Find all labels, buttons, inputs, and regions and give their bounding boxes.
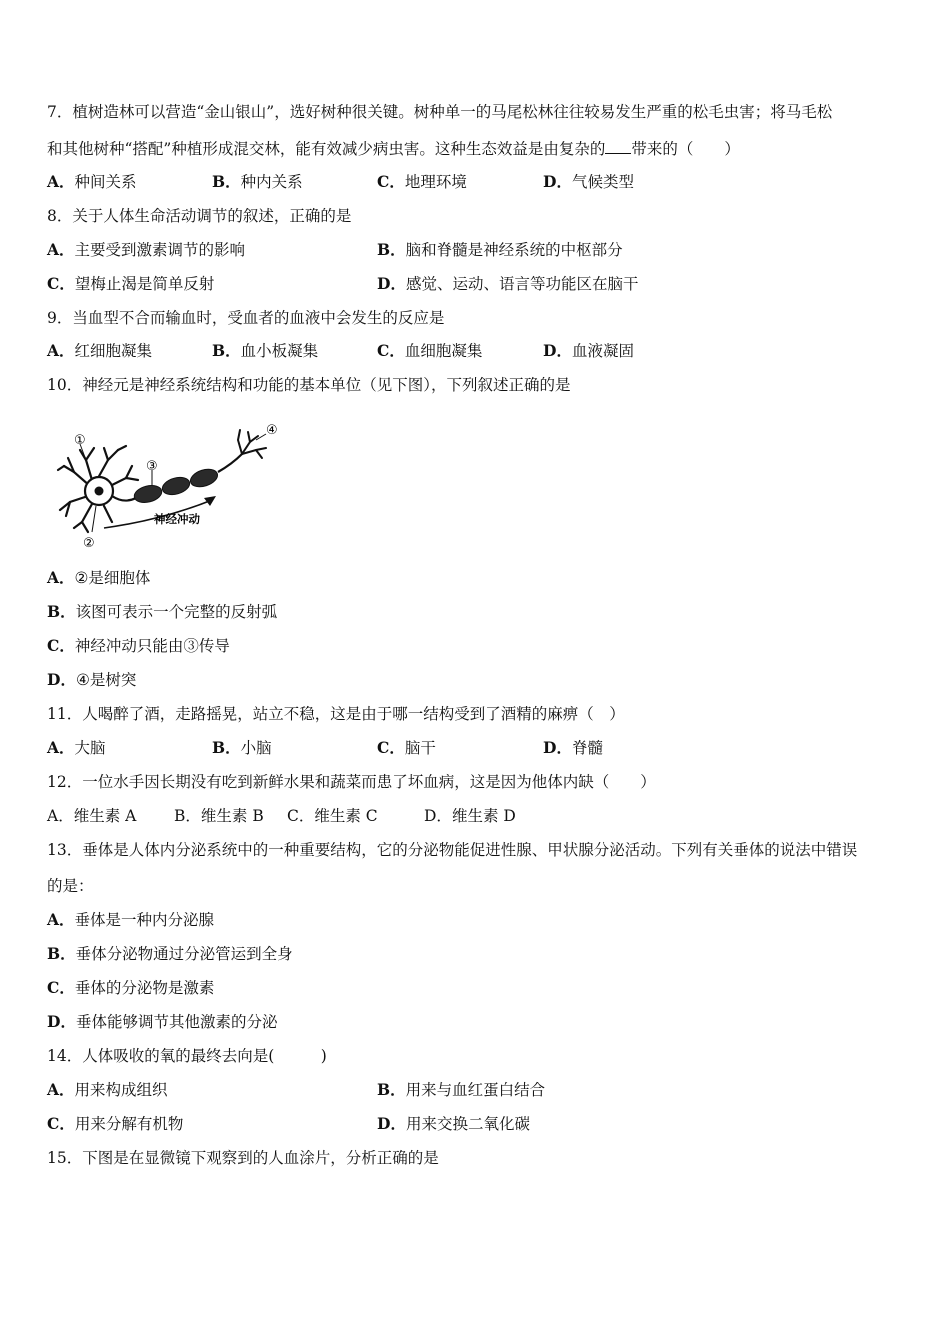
q14-option-d[interactable]: D．用来交换二氧化碳 (377, 1114, 530, 1133)
axon (218, 454, 242, 472)
label-4: ④ (266, 423, 278, 438)
label-3: ③ (146, 459, 158, 474)
q12-option-a[interactable]: A．维生素 A (47, 807, 137, 825)
label-2-leader (92, 506, 96, 532)
q8-option-a[interactable]: A．主要受到激素调节的影响 (47, 240, 246, 259)
q10-stem: 10．神经元是神经系统结构和功能的基本单位（见下图），下列叙述正确的是 (47, 376, 571, 394)
q13-stem-line1: 13．垂体是人体内分泌系统中的一种重要结构，它的分泌物能促进性腺、甲状腺分泌活动。下列有关垂体的说法中错误 (47, 841, 858, 859)
q12-option-b[interactable]: B．维生素 B (174, 807, 264, 825)
q11-option-d[interactable]: D．脊髓 (543, 738, 603, 757)
q8-stem: 8．关于人体生命活动调节的叙述，正确的是 (47, 207, 352, 225)
q8-option-c[interactable]: C．望梅止渴是简单反射 (47, 274, 215, 293)
q9-option-a[interactable]: A．红细胞凝集 (47, 341, 153, 360)
q11-option-a[interactable]: A．大脑 (47, 738, 106, 757)
q7-stem-line1: 7．植树造林可以营造“金山银山”，选好树种很关键。树种单一的马尾松林往往较易发生严重的松毛虫害；将马毛松 (47, 103, 833, 121)
q11-stem: 11．人喝醉了酒，走路摇晃，站立不稳，这是由于哪一结构受到了酒精的麻痹（ ） (47, 705, 625, 723)
q7-option-a[interactable]: A．种间关系 (47, 172, 137, 191)
label-2: ② (83, 536, 95, 551)
label-1: ① (74, 433, 86, 448)
q7-option-b[interactable]: B．种内关系 (212, 172, 303, 191)
q11-option-b[interactable]: B．小脑 (212, 738, 272, 757)
q7-stem-line2a: 和其他树种“搭配”种植形成混交林，能有效减少病虫害。这种生态效益是由复杂的 (47, 140, 606, 158)
impulse-arrow-head (204, 496, 216, 506)
neuron-diagram (52, 420, 292, 552)
q12-stem: 12．一位水手因长期没有吃到新鲜水果和蔬菜而患了坏血病，这是因为他体内缺（ ） (47, 773, 656, 791)
q10-option-d[interactable]: D．④是树突 (47, 670, 137, 689)
q14-option-c[interactable]: C．用来分解有机物 (47, 1114, 184, 1133)
q15-stem: 15．下图是在显微镜下观察到的人血涂片，分析正确的是 (47, 1149, 439, 1167)
q13-option-a[interactable]: A．垂体是一种内分泌腺 (47, 910, 215, 929)
axon-hillock (112, 496, 136, 501)
q11-option-c[interactable]: C．脑干 (377, 738, 436, 757)
q13-option-c[interactable]: C．垂体的分泌物是激素 (47, 978, 215, 997)
q13-option-b[interactable]: B．垂体分泌物通过分泌管运到全身 (47, 944, 293, 963)
q9-stem: 9．当血型不合而输血时，受血者的血液中会发生的反应是 (47, 309, 445, 327)
q9-option-c[interactable]: C．血细胞凝集 (377, 341, 483, 360)
q12-option-c[interactable]: C．维生素 C (287, 807, 378, 825)
q10-option-a[interactable]: A．②是细胞体 (47, 568, 151, 587)
axon-terminals (238, 430, 266, 458)
q7-answer-blank[interactable] (605, 139, 631, 154)
q10-option-c[interactable]: C．神经冲动只能由③传导 (47, 636, 230, 655)
q9-option-b[interactable]: B．血小板凝集 (212, 341, 319, 360)
q14-stem: 14．人体吸收的氧的最终去向是( ) (47, 1047, 327, 1065)
q8-option-b[interactable]: B．脑和脊髓是神经系统的中枢部分 (377, 240, 623, 259)
q12-option-d[interactable]: D．维生素 D (424, 807, 516, 825)
q13-stem-line2: 的是： (47, 877, 94, 895)
q7-option-c[interactable]: C．地理环境 (377, 172, 467, 191)
q8-option-d[interactable]: D．感觉、运动、语言等功能区在脑干 (377, 274, 639, 293)
q13-option-d[interactable]: D．垂体能够调节其他激素的分泌 (47, 1012, 278, 1031)
q7-stem-line2 (47, 139, 740, 159)
q7-stem-line2b: 带来的（ ） (631, 140, 740, 158)
q14-option-a[interactable]: A．用来构成组织 (47, 1080, 168, 1099)
impulse-caption: 神经冲动 (154, 512, 200, 526)
q10-option-b[interactable]: B．该图可表示一个完整的反射弧 (47, 602, 278, 621)
nucleus (95, 487, 104, 496)
q9-option-d[interactable]: D．血液凝固 (543, 341, 634, 360)
q14-option-b[interactable]: B．用来与血红蛋白结合 (377, 1080, 546, 1099)
q7-option-d[interactable]: D．气候类型 (543, 172, 634, 191)
